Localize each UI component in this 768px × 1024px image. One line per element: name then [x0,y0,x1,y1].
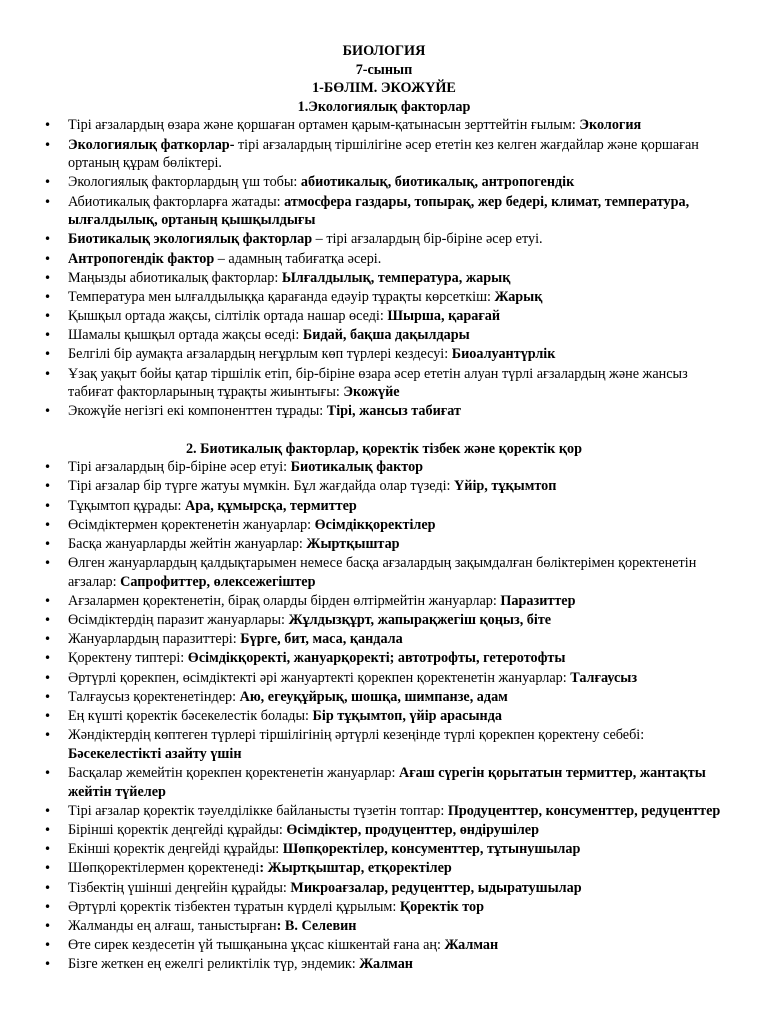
part-title: 1-БӨЛІМ. ЭКОЖҮЙЕ [312,80,456,97]
list-item [40,326,728,345]
answer-text: Биотикалық фактор [290,459,424,476]
answer-text: Экология [579,117,642,134]
question-text: Тірі ағзалар бір түрге жатуы мүмкін. Бұл жағдайда олар түзеді: [68,478,455,495]
list-item [40,802,728,821]
answer-text: Продуценттер, консументтер, редуценттер [447,802,721,819]
grade-label: 7-сынып [355,61,413,78]
list-item [40,611,728,630]
question-text: Экожүйе негізгі екі компоненттен тұрады: [68,403,327,420]
list-item [40,554,728,591]
question-text: Басқа жануарларды жейтін жануарлар: [68,535,307,552]
section2-title: 2. Биотикалық факторлар, қоректік тізбек және қоректік қор [185,440,583,457]
answer-text: Паразиттер [500,592,576,609]
question-text: Ағзалармен қоректенетін, бірақ оларды бірден өлтірмейтін жануарлар: [68,592,501,609]
question-text: Жәндіктердің көптеген түрлері тіршілігінің әртүрлі кезеңінде түрлі қорекпен қоректену себебі: [68,727,645,744]
question-text: Өте сирек кездесетін үй тышқанына ұқсас кішкентай ғана аң: [68,937,445,954]
list-item [40,365,728,402]
question-text: Бірінші қоректік деңгейді құрайды: [68,821,287,838]
question-text: Маңызды абиотикалық факторлар: [68,269,282,286]
trailing-text: – тірі ағзалардың бір-біріне әсер етуі. [312,231,543,248]
answer-text: Шөпқоректілер, консументтер, тұтынушылар [282,841,581,858]
list-item [40,936,728,955]
question-text: Ең күшті қоректік бәсекелестік болады: [68,708,313,725]
subject-title: БИОЛОГИЯ [342,43,426,59]
list-item [40,477,728,496]
list-item [40,649,728,668]
list-item [40,269,728,288]
answer-text: Бәсекелестікті азайту үшін [68,745,242,762]
question-text: Басқалар жемейтін қорекпен қоректенетін жануарлар: [68,765,399,781]
list-item [40,458,728,477]
answer-text: Бидай, бақша дақылдары [302,327,470,344]
answer-text: Биоалуантүрлік [451,346,556,363]
list-item [40,516,728,535]
list-item [40,535,728,554]
answer-text: Өсімдікқоректілер [314,516,436,533]
question-text: Тірі ағзалардың өзара және қоршаған ортамен қарым-қатынасын зерттейтін ғылым: [68,117,580,134]
answer-text: Талғаусыз [570,669,638,686]
question-text: Өсімдіктердің паразит жануарлары: [68,612,289,629]
question-text: Ұзақ уақыт бойы қатар тіршілік етіп, бір-біріне өзара әсер ететін алуан түрлі ағзалардың және жансыз табиғат факторларының тұрақты жиынтығы: [68,365,688,401]
list-item [40,859,728,878]
list-item [40,669,728,688]
question-text: Экологиялық факторлардың үш тобы: [68,174,301,191]
trailing-text: тірі ағзалардың тіршілігіне әсер ететін кез келген жағдайлар және қоршаған ортаның құрам бөліктері. [68,136,699,172]
answer-text: Жалман [444,937,499,954]
answer-text: Үйір, тұқымтоп [454,478,557,495]
answer-text: Ара, құмырсқа, термиттер [185,497,357,514]
question-text: Абиотикалық факторларға жатады: [68,193,285,210]
list-item [40,688,728,707]
section1-title: 1.Экологиялық факторлар [297,98,471,115]
answer-text: Жұлдызқұрт, жапырақжегіш қоңыз, біте [288,612,552,629]
answer-text: : Жыртқыштар, етқоректілер [259,860,452,877]
question-text: Тұқымтоп құрады: [68,497,186,514]
section2-list [40,458,728,974]
list-item [40,898,728,917]
answer-text: Сапрофиттер, өлексежегіштер [120,573,316,590]
list-item [40,840,728,859]
answer-text: Микроағзалар, редуценттер, ыдыратушылар [290,879,582,896]
question-text: Қоректену типтері: [68,650,188,667]
question-text: Тізбектің үшінші деңгейін құрайды: [68,879,291,896]
answer-text: Бүрге, бит, маса, қандала [240,631,403,648]
list-item [40,497,728,516]
section1-list [40,116,728,421]
list-item [40,288,728,307]
question-text: Жалманды ең алғаш, таныстырған [68,917,277,934]
answer-text: Аю, егеуқұйрық, шошқа, шимпанзе, адам [239,688,508,705]
answer-text: Жалман [359,956,413,973]
list-item [40,402,728,421]
section-spacer [40,422,728,440]
question-text: Бізге жеткен ең ежелгі реликтілік түр, эндемик: [68,956,360,973]
answer-text: атмосфера газдары, топырақ, жер бедері, климат, температура, ылғалдылық, ортаның қышқылдығы [68,193,690,229]
answer-text: абиотикалық, биотикалық, антропогендік [300,174,575,191]
answer-text: Жыртқыштар [306,535,400,552]
answer-text: Қоректік тор [399,898,485,915]
question-text: Тірі ағзалардың бір-біріне әсер етуі: [68,459,291,476]
list-item [40,592,728,611]
question-text: Тірі ағзалар қоректік тәуелділікке байланысты түзетін топтар: [68,802,448,819]
list-item [40,707,728,726]
question-text: Температура мен ылғалдылыққа қарағанда едәуір тұрақты көрсеткіш: [68,288,495,305]
answer-text: Шырша, қарағай [387,308,501,325]
list-item [40,879,728,898]
list-item [40,630,728,649]
answer-text: Ағаш сүрегін қорытатын термиттер, жантақты жейтін түйелер [68,765,706,800]
list-item [40,193,728,230]
question-text: Өлген жануарлардың қалдықтарымен немесе басқа ағзалардың зақымдалған бөліктерімен қоректенетін ағзалар: [68,555,697,590]
answer-text: Экожүйе [343,384,400,401]
question-text: Жануарлардың паразиттері: [68,631,241,648]
answer-text: : В. Селевин [276,917,357,934]
question-text: Белгілі бір аумақта ағзалардың неғұрлым көп түрлері кездесуі: [68,346,452,363]
question-text: Өсімдіктермен қоректенетін жануарлар: [68,516,315,533]
list-item [40,173,728,192]
list-item [40,821,728,840]
answer-text: Бір тұқымтоп, үйір арасында [312,708,502,725]
question-text: Шөпқоректілермен қоректенеді [68,860,260,877]
list-item [40,764,728,801]
question-text: Қышқыл ортада жақсы, сілтілік ортада нашар өседі: [68,308,388,325]
list-item [40,116,728,135]
answer-text: Ылғалдылық, температура, жарық [281,269,511,286]
list-item [40,345,728,364]
list-item [40,917,728,936]
answer-text: Антропогендік фактор [68,250,215,267]
answer-text: Өсімдіктер, продуценттер, өндірушілер [286,821,539,838]
question-text: Шамалы қышқыл ортада жақсы өседі: [68,327,303,344]
list-item [40,307,728,326]
answer-text: Экологиялық фаткорлар- [68,136,235,153]
list-item [40,955,728,974]
answer-text: Өсімдікқоректі, жануарқоректі; автотрофты, гетеротофты [187,650,566,667]
question-text: Екінші қоректік деңгейді құрайды: [68,841,283,858]
question-text: Әртүрлі қорекпен, өсімдіктекті әрі жануартекті қорекпен қоректенетін жануарлар: [68,669,571,686]
question-text: Талғаусыз қоректенетіндер: [68,688,240,705]
trailing-text: – адамның табиғатқа әсері. [214,250,382,267]
answer-text: Тірі, жансыз табиғат [326,403,461,420]
list-item [40,250,728,269]
list-item [40,726,728,763]
list-item [40,136,728,173]
question-text: Әртүрлі қоректік тізбектен тұратын күрделі құрылым: [68,898,400,915]
list-item [40,230,728,249]
answer-text: Биотикалық экологиялық факторлар [68,231,313,248]
answer-text: Жарық [494,288,543,305]
